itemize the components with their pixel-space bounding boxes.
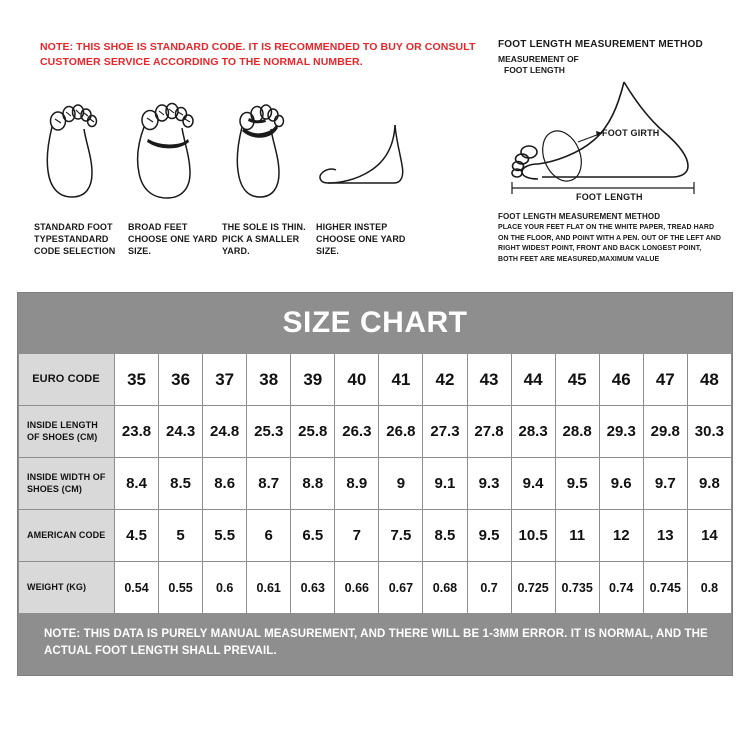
foot-type-item (216, 95, 310, 270)
foot-type-row (28, 95, 498, 270)
cell: 9.1 (423, 458, 467, 510)
cell: 0.68 (423, 562, 467, 614)
row-label: AMERICAN CODE (19, 510, 115, 562)
cell: 40 (335, 354, 379, 406)
size-chart-note: NOTE: THIS DATA IS PURELY MANUAL MEASUREMENT, AND THERE WILL BE 1-3MM ERROR. IT IS NORMAL, AND THE ACTUAL FOOT LENGTH SHALL PREVAIL. (44, 628, 708, 658)
cell: 46 (599, 354, 643, 406)
cell: 23.8 (115, 406, 159, 458)
row-label: INSIDE LENGTH OF SHOES (CM) (19, 406, 115, 458)
cell: 13 (643, 510, 687, 562)
cell: 11 (555, 510, 599, 562)
row-label: INSIDE WIDTH OF SHOES (CM) (19, 458, 115, 510)
cell: 0.7 (467, 562, 511, 614)
cell: 29.8 (643, 406, 687, 458)
cell: 36 (159, 354, 203, 406)
cell: 6.5 (291, 510, 335, 562)
cell: 7 (335, 510, 379, 562)
cell: 0.55 (159, 562, 203, 614)
foot-type-item (28, 95, 122, 270)
cell: 9.7 (643, 458, 687, 510)
cell: 38 (247, 354, 291, 406)
cell: 8.7 (247, 458, 291, 510)
cell: 9 (379, 458, 423, 510)
table-row-inside-length (19, 406, 732, 458)
measurement-title: FOOT LENGTH MEASUREMENT METHOD (498, 39, 703, 50)
cell: 9.5 (555, 458, 599, 510)
cell: 45 (555, 354, 599, 406)
cell: 0.63 (291, 562, 335, 614)
size-chart-table (18, 353, 732, 614)
cell: 27.8 (467, 406, 511, 458)
cell: 0.725 (511, 562, 555, 614)
measurement-subtitle-2: FOOT LENGTH (504, 64, 565, 75)
cell: 30.3 (687, 406, 731, 458)
instructions-title: FOOT LENGTH MEASUREMENT METHOD (498, 212, 661, 222)
cell: 0.54 (115, 562, 159, 614)
cell: 42 (423, 354, 467, 406)
foot-girth-label: FOOT GIRTH (602, 128, 660, 139)
cell: 0.735 (555, 562, 599, 614)
cell: 0.67 (379, 562, 423, 614)
cell: 48 (687, 354, 731, 406)
cell: 39 (291, 354, 335, 406)
cell: 26.3 (335, 406, 379, 458)
cell: 8.5 (159, 458, 203, 510)
table-row-inside-width (19, 458, 732, 510)
cell: 8.4 (115, 458, 159, 510)
instructions-text: PLACE YOUR FEET FLAT ON THE WHITE PAPER, TREAD HARD ON THE FLOOR, AND POINT WITH A PEN. OUT OF THE LEFT AND RIGHT WIDEST POINT, FRONT AND BACK LONGEST POINT, BOTH FEET ARE MEASURED,MAXIMUM VALUE (498, 224, 721, 263)
cell: 26.8 (379, 406, 423, 458)
foot-type-caption: STANDARD FOOT TYPESTANDARD CODE SELECTION (34, 222, 116, 257)
cell: 8.6 (203, 458, 247, 510)
cell: 44 (511, 354, 555, 406)
foot-type-caption: BROAD FEET CHOOSE ONE YARD SIZE. (128, 222, 218, 257)
foot-type-caption: THE SOLE IS THIN. PICK A SMALLER YARD. (222, 222, 306, 257)
table-row-euro-code (19, 354, 732, 406)
thin-sole-foot-icon (216, 95, 310, 205)
cell: 9.4 (511, 458, 555, 510)
cell: 27.3 (423, 406, 467, 458)
cell: 6 (247, 510, 291, 562)
cell: 9.3 (467, 458, 511, 510)
cell: 14 (687, 510, 731, 562)
broad-foot-icon (122, 95, 216, 205)
cell: 47 (643, 354, 687, 406)
cell: 35 (115, 354, 159, 406)
cell: 0.66 (335, 562, 379, 614)
top-note: NOTE: THIS SHOE IS STANDARD CODE. IT IS RECOMMENDED TO BUY OR CONSULT CUSTOMER SERVICE ACCORDING TO THE NORMAL NUMBER. (40, 41, 476, 69)
row-label: WEIGHT (KG) (19, 562, 115, 614)
foot-length-label: FOOT LENGTH (576, 192, 643, 203)
standard-foot-icon (28, 95, 122, 205)
cell: 24.8 (203, 406, 247, 458)
cell: 8.8 (291, 458, 335, 510)
foot-type-caption: HIGHER INSTEP CHOOSE ONE YARD SIZE. (316, 222, 406, 257)
cell: 9.8 (687, 458, 731, 510)
measurement-block (498, 38, 728, 265)
cell: 0.6 (203, 562, 247, 614)
size-chart-panel (17, 292, 733, 676)
cell: 5.5 (203, 510, 247, 562)
table-row-weight (19, 562, 732, 614)
foot-type-item (122, 95, 216, 270)
cell: 28.8 (555, 406, 599, 458)
cell: 8.9 (335, 458, 379, 510)
cell: 43 (467, 354, 511, 406)
row-label: EURO CODE (19, 354, 115, 406)
cell: 41 (379, 354, 423, 406)
high-instep-foot-icon (310, 95, 404, 205)
cell: 28.3 (511, 406, 555, 458)
cell: 9.5 (467, 510, 511, 562)
table-row-american-code (19, 510, 732, 562)
cell: 29.3 (599, 406, 643, 458)
cell: 37 (203, 354, 247, 406)
cell: 0.61 (247, 562, 291, 614)
foot-side-profile-icon (498, 80, 720, 210)
cell: 12 (599, 510, 643, 562)
cell: 0.74 (599, 562, 643, 614)
cell: 5 (159, 510, 203, 562)
cell: 4.5 (115, 510, 159, 562)
cell: 0.8 (687, 562, 731, 614)
size-chart-title: SIZE CHART (282, 306, 468, 339)
cell: 8.5 (423, 510, 467, 562)
cell: 9.6 (599, 458, 643, 510)
cell: 25.3 (247, 406, 291, 458)
measurement-subtitle: MEASUREMENT OF (498, 53, 579, 64)
cell: 10.5 (511, 510, 555, 562)
cell: 25.8 (291, 406, 335, 458)
cell: 0.745 (643, 562, 687, 614)
cell: 24.3 (159, 406, 203, 458)
foot-type-item (310, 95, 404, 270)
cell: 7.5 (379, 510, 423, 562)
